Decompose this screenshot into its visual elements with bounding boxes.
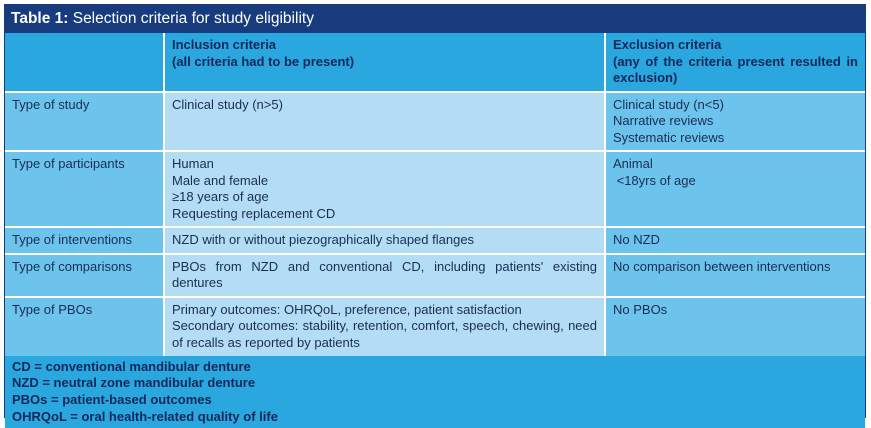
exclusion-item: <18yrs of age (613, 173, 858, 190)
exclusion-cell (606, 93, 865, 153)
inclusion-title: Inclusion criteria (172, 37, 597, 54)
exclusion-item: Clinical study (n<5) (613, 97, 858, 114)
exclusion-item: No PBOs (613, 302, 858, 319)
inclusion-cell (165, 228, 606, 255)
exclusion-item: Systematic reviews (613, 130, 858, 147)
table-footnotes (5, 356, 865, 428)
exclusion-header (606, 33, 865, 93)
exclusion-title: Exclusion criteria (613, 37, 858, 54)
inclusion-item: Male and female (172, 173, 597, 190)
inclusion-item: PBOs from NZD and conventional CD, including patients' existing dentures (172, 259, 597, 292)
footnote: CD = conventional mandibular denture (12, 359, 858, 376)
table-row (5, 228, 865, 255)
table-row (5, 255, 865, 298)
inclusion-subtitle: (all criteria had to be present) (172, 54, 597, 71)
inclusion-cell (165, 152, 606, 228)
inclusion-header (165, 33, 606, 93)
exclusion-cell (606, 228, 865, 255)
table-row (5, 298, 865, 356)
selection-criteria-table (4, 4, 866, 418)
row-label: Type of comparisons (5, 255, 165, 298)
exclusion-subtitle: (any of the criteria present resulted in exclusion) (613, 54, 858, 87)
row-label: Type of PBOs (5, 298, 165, 356)
row-label: Type of study (5, 93, 165, 153)
table-caption: Selection criteria for study eligibility (68, 10, 314, 27)
inclusion-cell (165, 298, 606, 356)
table-row (5, 93, 865, 153)
header-empty-cell (5, 33, 165, 93)
inclusion-cell (165, 93, 606, 153)
row-label: Type of participants (5, 152, 165, 228)
header-row (5, 33, 865, 93)
exclusion-item: No comparison between interventions (613, 259, 858, 276)
table-title (5, 5, 865, 33)
inclusion-item: Clinical study (n>5) (172, 97, 597, 114)
footnote: PBOs = patient-based outcomes (12, 392, 858, 409)
exclusion-item: Animal (613, 156, 858, 173)
inclusion-cell (165, 255, 606, 298)
row-label: Type of interventions (5, 228, 165, 255)
exclusion-item: Narrative reviews (613, 113, 858, 130)
exclusion-cell (606, 152, 865, 228)
criteria-grid (5, 33, 865, 356)
inclusion-item: Human (172, 156, 597, 173)
inclusion-item: NZD with or without piezographically shaped flanges (172, 232, 597, 249)
inclusion-item: ≥18 years of age (172, 189, 597, 206)
table-number: Table 1: (11, 10, 68, 27)
inclusion-item: Requesting replacement CD (172, 206, 597, 223)
exclusion-item: No NZD (613, 232, 858, 249)
table-row (5, 152, 865, 228)
footnote: NZD = neutral zone mandibular denture (12, 375, 858, 392)
exclusion-cell (606, 298, 865, 356)
inclusion-item: Primary outcomes: OHRQoL, preference, patient satisfaction (172, 302, 597, 319)
footnote: OHRQoL = oral health-related quality of life (12, 409, 858, 426)
inclusion-item: Secondary outcomes: stability, retention, comfort, speech, chewing, need of recalls as reported by patients (172, 318, 597, 351)
exclusion-cell (606, 255, 865, 298)
